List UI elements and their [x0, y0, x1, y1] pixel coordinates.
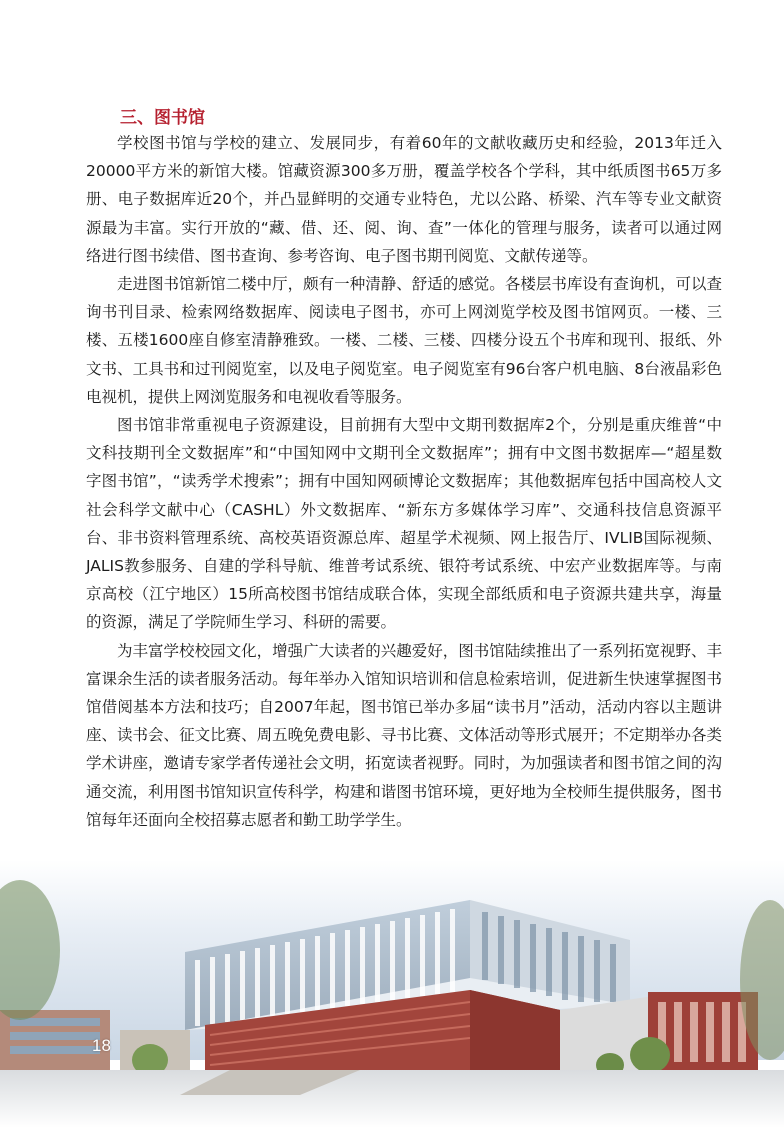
paragraph-3: 图书馆非常重视电子资源建设，目前拥有大型中文期刊数据库2个，分别是重庆维普“中文科技期刊全文数据库”和“中国知网中文期刊全文数据库”；拥有中文图书数据库—“超星数字图书馆”，“读秀学术搜索”；拥有中国知网硕博论文数据库；其他数据库包括中国高校人文社会科学文献中心（CASHL）外文数据库、“新东方多媒体学习库”、交通科技信息资源平台、非书资料管理系统、高校英语资源总库、超星学术视频、网上报告厅、IVLIB国际视频、JALIS教参服务、自建的学科导航、维普考试系统、银符考试系统、中宏产业数据库等。与南京高校（江宁地区）15所高校图书馆结成联合体，实现全部纸质和电子资源共建共享，海量的资源，满足了学院师生学习、科研的需要。 [86, 416, 722, 632]
library-building-illustration [0, 860, 784, 1128]
ground [0, 1070, 784, 1128]
body-text [86, 129, 722, 834]
section-heading: 三、图书馆 [120, 108, 205, 128]
paragraph-1: 学校图书馆与学校的建立、发展同步，有着60年的文献收藏历史和经验，2013年迁入20000平方米的新馆大楼。馆藏资源300多万册，覆盖学校各个学科，其中纸质图书65万多册、电子数据库近20个，并凸显鲜明的交通专业特色，尤以公路、桥梁、汽车等专业文献资源最为丰富。实行开放的“藏、借、还、阅、询、查”一体化的管理与服务，读者可以通过网络进行图书续借、图书查询、参考咨询、电子图书期刊阅览、文献传递等。 [86, 134, 722, 265]
page-number: 18 [92, 1036, 111, 1055]
paragraph-2: 走进图书馆新馆二楼中厅，颇有一种清静、舒适的感觉。各楼层书库设有查询机，可以查询书刊目录、检索网络数据库、阅读电子图书，亦可上网浏览学校及图书馆网页。一楼、三楼、五楼1600座自修室清静雅致。一楼、二楼、三楼、四楼分设五个书库和现刊、报纸、外文书、工具书和过刊阅览室，以及电子阅览室。电子阅览室有96台客户机电脑、8台液晶彩色电视机，提供上网浏览服务和电视收看等服务。 [86, 275, 722, 406]
paragraph-4: 为丰富学校校园文化，增强广大读者的兴趣爱好，图书馆陆续推出了一系列拓宽视野、丰富课余生活的读者服务活动。每年举办入馆知识培训和信息检索培训，促进新生快速掌握图书馆借阅基本方法和技巧；自2007年起，图书馆已举办多届“读书月”活动，活动内容以主题讲座、读书会、征文比赛、周五晚免费电影、寻书比赛、文体活动等形式展开；不定期举办各类学术讲座，邀请专家学者传递社会文明，拓宽读者视野。同时，为加强读者和图书馆之间的沟通交流，利用图书馆知识宣传科学，构建和谐图书馆环境，更好地为全校师生提供服务，图书馆每年还面向全校招募志愿者和勤工助学学生。 [86, 641, 722, 829]
